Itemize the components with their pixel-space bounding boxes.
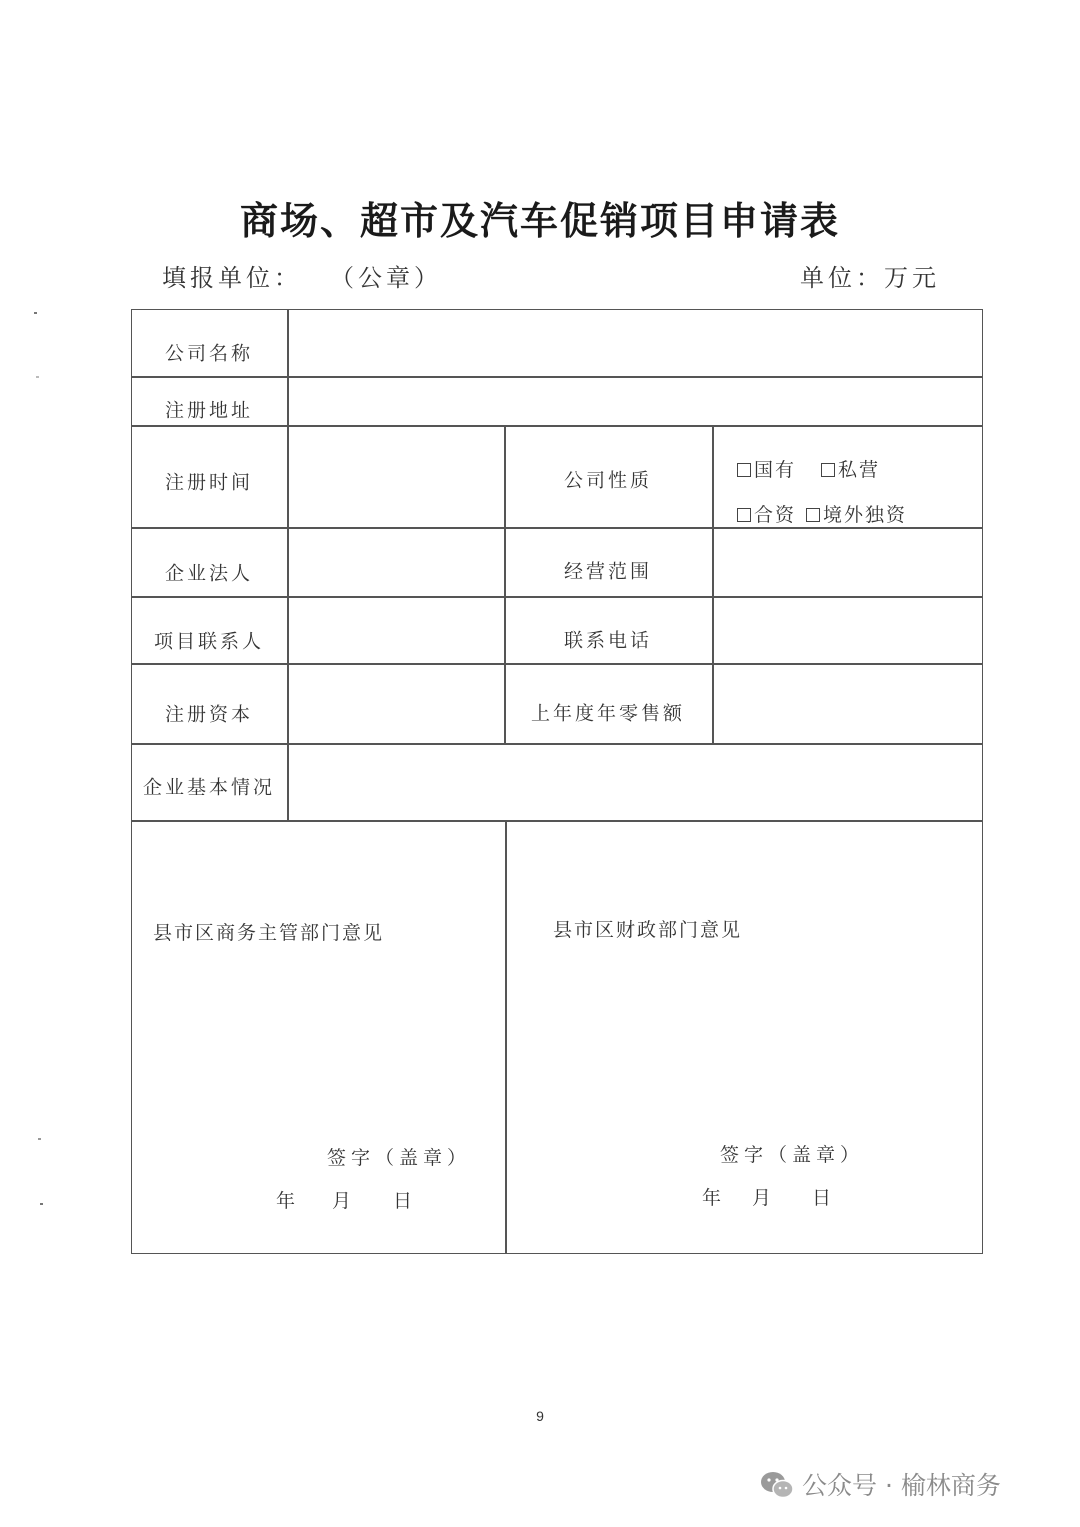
business-scope-field[interactable]	[714, 529, 981, 595]
seal-note: （公章）	[342, 264, 442, 292]
checkbox[interactable]	[821, 463, 835, 477]
commerce-opinion-label: 县市区商务主管部门意见	[153, 922, 385, 944]
wechat-icon	[760, 1470, 794, 1506]
unit-label: 单位：万元	[800, 264, 940, 292]
business-scope-label: 经营范围	[563, 560, 653, 583]
retail-sales-label: 上年度年零售额	[530, 702, 686, 725]
project-contact-field[interactable]	[289, 598, 503, 662]
contact-phone-field[interactable]	[714, 598, 981, 662]
option-joint-venture[interactable]: 合资	[737, 500, 796, 527]
finance-date	[0, 1183, 1080, 1207]
registration-time-field[interactable]	[289, 427, 503, 526]
option-private[interactable]: 私营	[821, 455, 880, 482]
scan-speck	[34, 312, 37, 314]
company-name-field[interactable]	[289, 311, 981, 375]
month-label: 月	[752, 1187, 772, 1209]
retail-sales-field[interactable]	[714, 665, 981, 742]
year-label: 年	[702, 1187, 722, 1209]
legal-person-field[interactable]	[289, 529, 503, 595]
reporting-unit-label: 填报单位：	[162, 264, 302, 292]
checkbox[interactable]	[806, 508, 820, 522]
contact-phone-label: 联系电话	[563, 629, 653, 652]
row-divider	[131, 425, 983, 427]
registered-capital-field[interactable]	[289, 665, 503, 742]
registered-address-label: 注册地址	[164, 399, 254, 422]
year-label: 年	[276, 1190, 296, 1212]
reporting-unit-line	[162, 258, 442, 293]
registered-address-field[interactable]	[289, 378, 981, 424]
form-title: 商场、超市及汽车促销项目申请表	[239, 198, 840, 243]
page-number: 9	[536, 1408, 544, 1424]
checkbox[interactable]	[737, 463, 751, 477]
watermark-text: 公众号 · 榆林商务	[802, 1471, 1001, 1500]
commerce-sign-label: 签字（盖章）	[327, 1147, 472, 1169]
company-name-label: 公司名称	[164, 342, 254, 365]
watermark	[760, 1466, 1001, 1506]
company-nature-label: 公司性质	[563, 469, 653, 492]
column-divider	[504, 425, 506, 743]
option-foreign-owned[interactable]: 境外独资	[806, 500, 907, 527]
legal-person-label: 企业法人	[164, 562, 254, 585]
option-state-owned[interactable]: 国有	[737, 455, 796, 482]
day-label: 日	[812, 1187, 832, 1209]
registration-time-label: 注册时间	[164, 471, 254, 494]
month-label: 月	[332, 1190, 352, 1212]
scan-speck	[36, 376, 39, 378]
finance-opinion-label: 县市区财政部门意见	[553, 919, 743, 941]
finance-sign-label: 签字（盖章）	[720, 1144, 865, 1166]
day-label: 日	[393, 1190, 413, 1212]
project-contact-label: 项目联系人	[153, 630, 265, 653]
company-overview-label: 企业基本情况	[142, 776, 276, 799]
scan-speck	[38, 1138, 41, 1140]
company-overview-field[interactable]	[289, 745, 981, 819]
registered-capital-label: 注册资本	[164, 703, 254, 726]
checkbox[interactable]	[737, 508, 751, 522]
